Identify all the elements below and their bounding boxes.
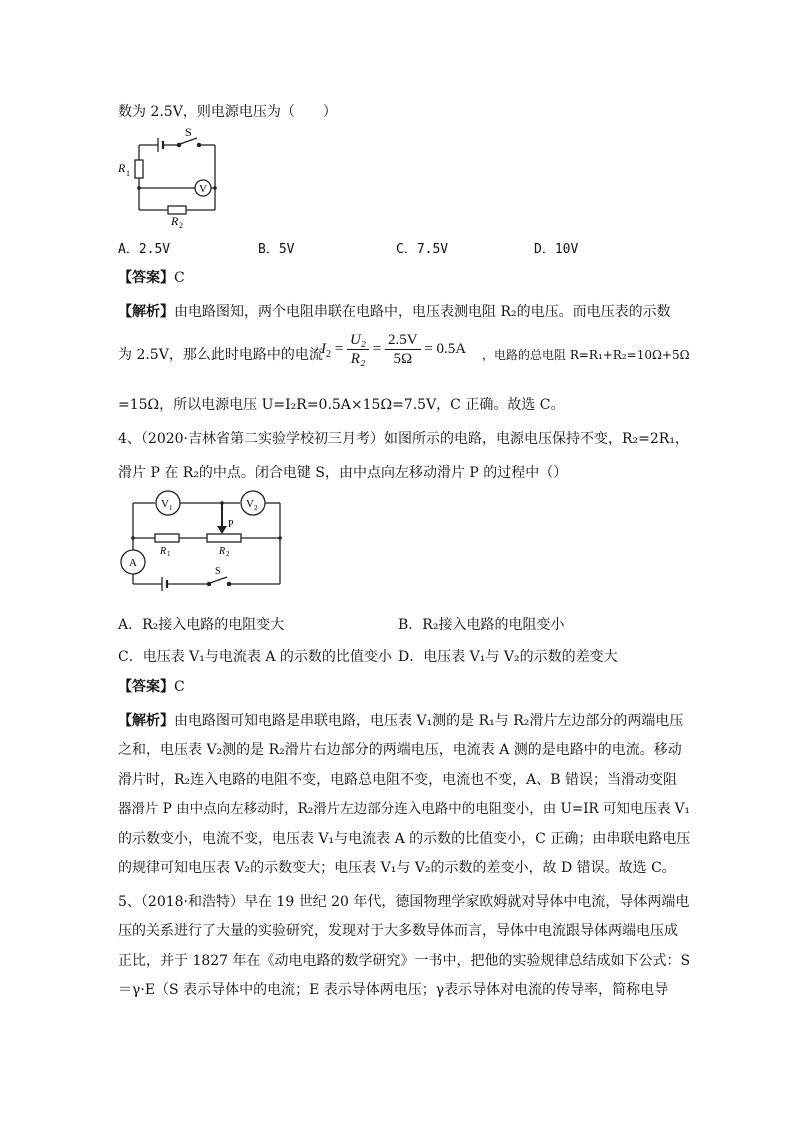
q4-label-v2: V: [246, 498, 254, 510]
q3-label-s: S: [185, 125, 192, 139]
q3-circuit-diagram: [115, 125, 230, 230]
q4-analysis-line-2: 之和，电压表 V₂测的是 R₂滑片右边部分的两端电压，电流表 A 测的是电路中的电流。移动: [118, 742, 682, 758]
q4-stem-line-1: 4、（2020·吉林省第二实验学校初三月考）如图所示的电路，电源电压保持不变，R₂=2R₁，: [118, 431, 689, 447]
q3-answer: [118, 268, 185, 288]
q3-resistor-r1: [135, 160, 143, 178]
q3-analysis-tag: 【解析】: [118, 304, 174, 320]
q3-label-v: V: [199, 183, 207, 195]
q3-label-r2: R: [171, 214, 179, 228]
q3-analysis-text-1: 由电路图知，两个电阻串联在电路中，电压表测电阻 R₂的电压。而电压表的示数: [174, 304, 671, 320]
formula-lhs: I: [321, 340, 326, 357]
q3-analysis-line-1: [118, 302, 671, 322]
q4-stem-line-2: 滑片 P 在 R₂的中点。闭合电键 S，由中点向左移动滑片 P 的过程中（）: [118, 465, 568, 481]
q3-label-r1-sub: 1: [126, 169, 130, 178]
q5-line-1: 5、（2018·和浩特）早在 19 世纪 20 年代，德国物理学家欧姆就对导体中电流，导体两端电: [118, 894, 690, 910]
q5-line-2: 压的关系进行了大量的实验研究，发现对于大多数导体而言，导体中电流跟导体两端电压成: [118, 923, 678, 939]
q3-analysis-line-3: =15Ω，所以电源电压 U=I₂R=0.5A×15Ω=7.5V，C 正确。故选 C。: [118, 397, 565, 413]
q3-analysis-text-2-pre: 为 2.5V，那么此时电路中的电流: [118, 347, 323, 363]
q3-option-a: A．2.5V: [118, 242, 171, 257]
q4-label-r2: R: [219, 546, 226, 557]
q4-answer-value: C: [174, 679, 185, 695]
q3-answer-value: C: [174, 270, 185, 286]
q4-label-v1-sub: 1: [169, 504, 173, 512]
q4-analysis-tag: 【解析】: [118, 713, 174, 729]
q4-label-s: S: [215, 566, 221, 577]
q4-switch-s: [210, 577, 227, 583]
q4-analysis-text-1: 由电路图可知电路是串联电路，电压表 V₁测的是 R₁与 R₂滑片左边部分的两端电压: [174, 713, 684, 729]
q3-resistor-r2: [168, 206, 186, 214]
q3-option-d: D．10V: [534, 242, 579, 257]
q4-answer-tag: 【答案】: [118, 679, 174, 695]
q4-analysis-line-5: 的示数变小，电流不变，电压表 V₁与电流表 A 的示数的比值变小，C 正确；由串联电路电压: [118, 831, 691, 847]
q4-slider-arrow: [217, 526, 227, 534]
q4-resistor-r1: [155, 534, 179, 542]
q5-line-4: ＝γ·E（S 表示导体中的电流；E 表示导体两电压；γ表示导体对电流的传导率，简称电导: [118, 982, 669, 998]
q3-label-r2-sub: 2: [179, 221, 183, 230]
q3-option-c: C．7.5V: [396, 242, 449, 257]
q3-current-formula: $I_2$ = $\frac{\text{U₂}}{\text{R₂}}$ = $\frac{2.5V}{5\Omega}$ = 0.5A: [321, 332, 467, 367]
q4-analysis-line-4: 器滑片 P 由中点向左移动时，R₂滑片左边部分连入电路中的电阻变小，由 U=IR 可知电压表 V₁: [118, 801, 690, 817]
formula-fraction-2: [385, 331, 421, 368]
q3-analysis-text-2-post: ，电路的总电阻 R=R₁+R₂=10Ω+5Ω: [482, 348, 690, 362]
formula-den-1: R₂: [350, 351, 366, 367]
q4-option-a: A．R₂接入电路的电阻变大: [118, 617, 285, 633]
q4-label-r1-sub: 1: [167, 550, 171, 558]
q4-circuit-diagram: [115, 488, 290, 596]
q4-label-a: A: [129, 557, 137, 569]
q4-label-r2-sub: 2: [226, 550, 230, 558]
formula-lhs-sub: 2: [326, 348, 331, 360]
q4-label-v1: V: [161, 498, 169, 510]
formula-result: = 0.5A: [424, 340, 467, 357]
q4-option-c: C．电压表 V₁与电流表 A 的示数的比值变小: [118, 649, 392, 665]
q4-label-v2-sub: 2: [254, 504, 258, 512]
q4-analysis-line-1: [118, 711, 683, 731]
q4-label-p: P: [228, 519, 234, 530]
q5-line-3: 正比，并于 1827 年在《动电电路的数学研究》一书中，把他的实验规律总结成如下公式：S: [118, 953, 691, 969]
formula-fraction-1: [347, 331, 369, 368]
q3-stem-line: 数为 2.5V，则电源电压为（ ）: [118, 104, 337, 120]
q3-answer-tag: 【答案】: [118, 270, 174, 286]
q3-analysis-line-2: [118, 345, 323, 365]
q4-analysis-line-6: 的规律可知电压表 V₂的示数变大；电压表 V₁与 V₂的示数的差变小，故 D 错误。故选 C。: [118, 860, 676, 876]
q4-answer: [118, 677, 185, 697]
formula-num-1: U₂: [347, 331, 369, 350]
q3-option-b: B．5V: [258, 242, 295, 257]
q4-option-b: B．R₂接入电路的电阻变小: [398, 617, 565, 633]
formula-num-2: 2.5V: [385, 331, 421, 350]
q4-resistor-r2: [207, 534, 241, 542]
formula-den-2: 5Ω: [393, 351, 413, 367]
q3-label-r1: R: [118, 161, 126, 175]
q4-label-r1: R: [160, 546, 167, 557]
q4-option-d: D．电压表 V₁与 V₂的示数的差变大: [398, 649, 618, 665]
q4-analysis-line-3: 滑片时，R₂连入电路的电阻不变，电路总电阻不变，电流也不变，A、B 错误；当滑动变阻: [118, 772, 677, 788]
